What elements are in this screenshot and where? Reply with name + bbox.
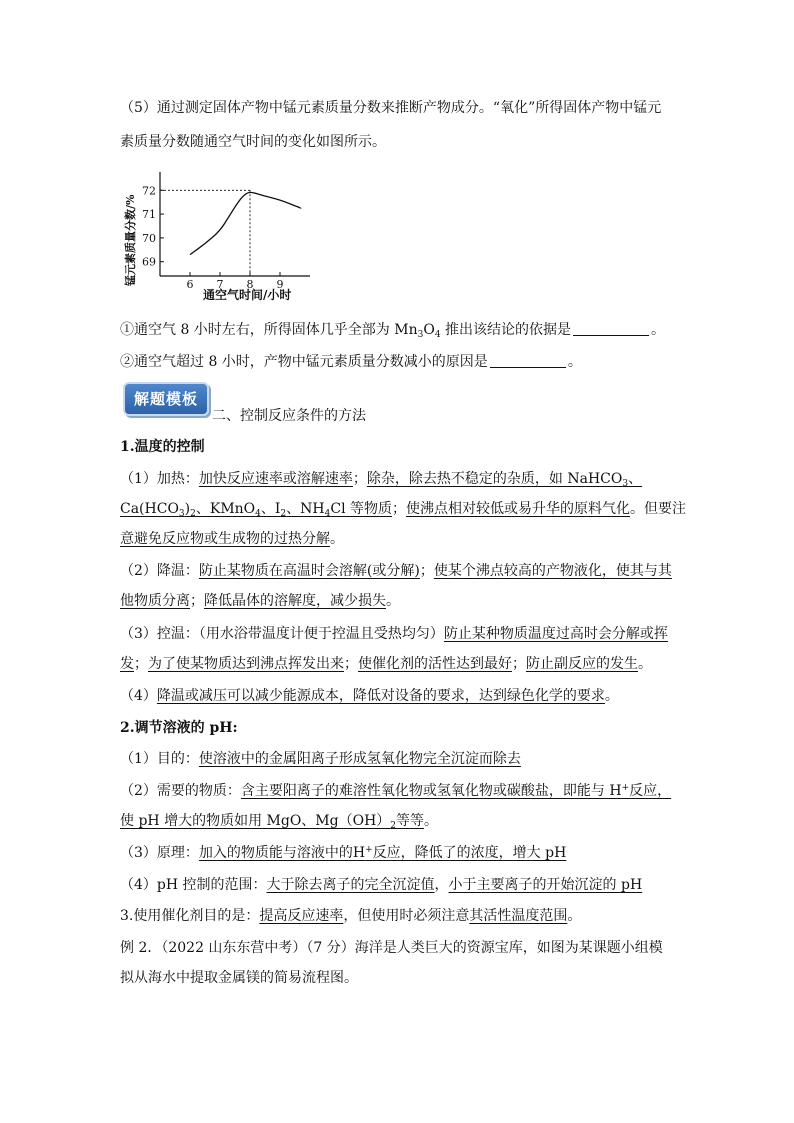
question-5-part-1: ①通空气 8 小时左右，所得固体几乎全部为 $Mn_3O_4$ 推出该结论的依据是 。 bbox=[120, 322, 666, 340]
chart-series bbox=[190, 193, 301, 255]
manganese-mass-fraction-chart bbox=[120, 168, 320, 306]
heating-line-1: （1）加热：加快反应速率或溶解速率；除杂，除去热不稳定的杂质，如 NaHCO$_3$、 bbox=[120, 471, 643, 489]
example-2-line-1: 例 2．（2022 山东东营中考）（7 分）海洋是人类巨大的资源宝库，如图为某课题小组模 bbox=[120, 940, 663, 956]
heading-temperature-control: 1.温度的控制 bbox=[120, 439, 205, 455]
x-tick-label: 7 bbox=[216, 278, 224, 291]
cooling-line-2: 他物质分离；降低晶体的溶解度，减少损失。 bbox=[120, 593, 400, 609]
catalyst-line: 3.使用催化剂目的是：提高反应速率，但使用时必须注意其活性温度范围。 bbox=[120, 908, 582, 924]
template-badge-label: 解题模板 bbox=[123, 382, 209, 416]
heading-ph-adjustment: 2.调节溶液的 pH: bbox=[120, 720, 238, 736]
cooling-line-1: （2）降温：防止某物质在高温时会溶解(或分解)；使某个沸点较高的产物液化，使其与其 bbox=[120, 563, 672, 579]
question-5-line-2: 素质量分数随通空气时间的变化如图所示。 bbox=[120, 134, 386, 150]
y-tick-label: 71 bbox=[142, 208, 156, 222]
section-title: 二、控制反应条件的方法 bbox=[212, 408, 366, 424]
question-5-part-2: ②通空气超过 8 小时，产物中锰元素质量分数减小的原因是 。 bbox=[120, 354, 582, 370]
ph-range-line: （4）pH 控制的范围：大于除去离子的完全沉淀值，小于主要离子的开始沉淀的 pH bbox=[120, 877, 643, 893]
y-tick-label: 69 bbox=[142, 255, 156, 269]
heating-line-3: 意避免反应物或生成物的过热分解。 bbox=[120, 531, 344, 547]
x-tick-label: 6 bbox=[186, 278, 194, 291]
y-tick-label: 72 bbox=[142, 184, 156, 198]
ph-reagent-line-2: 使 pH 增大的物质如用 MgO、$Mg(OH)_2$等等。 bbox=[120, 813, 439, 831]
x-tick-label: 8 bbox=[246, 278, 254, 291]
chart-y-axis-label: 锰元素质量分数/% bbox=[124, 194, 137, 286]
ph-principle-line: （3）原理：加入的物质能与溶液中的H+反应，降低了的浓度，增大 pH bbox=[120, 845, 567, 861]
ph-reagent-line-1: （2）需要的物质：含主要阳离子的难溶性氧化物或氢氧化物或碳酸盐，即能与 H+反应， bbox=[120, 783, 672, 799]
example-2-line-2: 拟从海水中提取金属镁的简易流程图。 bbox=[120, 970, 358, 986]
y-tick-label: 70 bbox=[142, 231, 156, 245]
ph-purpose-line: （1）目的：使溶液中的金属阳离子形成氢氧化物完全沉淀而除去 bbox=[120, 751, 521, 767]
question-5-line-1: （5）通过测定固体产物中锰元素质量分数来推断产物成分。“氧化”所得固体产物中锰元 bbox=[120, 100, 662, 116]
series-line bbox=[190, 193, 301, 255]
chart-x-axis-label: 通空气时间/小时 bbox=[203, 288, 292, 302]
answer-blank-1[interactable] bbox=[573, 321, 649, 336]
chart-axes bbox=[160, 172, 310, 276]
temperature-control-line-2: 发；为了使某物质达到沸点挥发出来；使催化剂的活性达到最好；防止副反应的发生。 bbox=[120, 656, 652, 672]
heating-line-2: $Ca(HCO_3)_2$、KMnO$_4$、$I_2$、$NH_4Cl$ 等物质；使沸点相对较低或易升华的原料气化。但要注 bbox=[120, 501, 686, 519]
pressure-line: （4）降温或减压可以减少能源成本，降低对设备的要求，达到绿色化学的要求。 bbox=[120, 688, 619, 704]
temperature-control-line-1: （3）控温：（用水浴带温度计便于控温且受热均匀）防止某种物质温度过高时会分解或挥 bbox=[120, 626, 668, 642]
x-tick-label: 9 bbox=[276, 278, 284, 291]
answer-blank-2[interactable] bbox=[490, 353, 566, 368]
template-badge bbox=[120, 380, 206, 414]
